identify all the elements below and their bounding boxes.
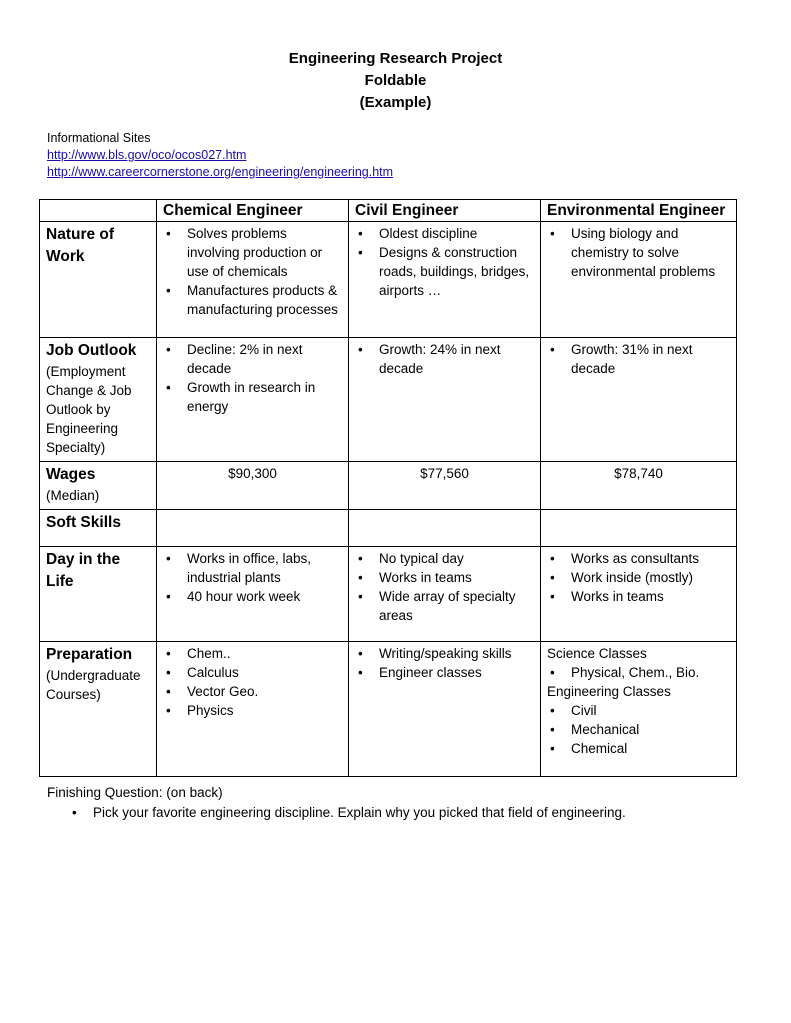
site-link-bls[interactable]: http://www.bls.gov/oco/ocos027.htm <box>47 148 247 162</box>
cell-environmental: $78,740 <box>541 462 737 510</box>
cell-environmental <box>541 222 737 338</box>
cell-civil <box>349 547 541 642</box>
list-item: • Physics <box>187 701 342 720</box>
informational-sites <box>47 130 393 181</box>
table-header-row <box>40 200 737 222</box>
list-item: • Chem.. <box>187 644 342 663</box>
table-row-soft-skills <box>40 510 737 547</box>
row-head: Nature of Work <box>46 226 115 265</box>
list-item: • Oldest discipline <box>379 224 534 243</box>
cell-chemical <box>157 338 349 462</box>
header-civil: Civil Engineer <box>349 200 541 222</box>
cell-chemical <box>157 222 349 338</box>
list-item: • Manufactures products & manufacturing processes <box>187 281 342 319</box>
list-item: • Works in teams <box>571 587 730 606</box>
table-row-preparation <box>40 642 737 777</box>
list-item: • Pick your favorite engineering discipline. Explain why you picked that field of engineering. <box>93 803 626 823</box>
cell-environmental <box>541 338 737 462</box>
site-link-careercornerstone[interactable]: http://www.careercornerstone.org/engineering/engineering.htm <box>47 165 394 179</box>
cell-environmental <box>541 547 737 642</box>
science-classes-label: Science Classes <box>547 646 647 661</box>
table-row-day-in-the-life <box>40 547 737 642</box>
list-item: • Designs & construction roads, buildings, bridges, airports … <box>379 243 534 300</box>
row-label <box>40 222 157 338</box>
title-line-2: Foldable <box>364 72 427 89</box>
comparison-table <box>39 199 737 777</box>
cell-chemical: $90,300 <box>157 462 349 510</box>
finishing-label: Finishing Question: (on back) <box>47 785 223 800</box>
row-head: Wages <box>46 466 96 483</box>
row-sub: (Employment Change & Job Outlook by Engineering Specialty) <box>46 364 132 455</box>
row-label <box>40 462 157 510</box>
engineering-classes-label: Engineering Classes <box>547 684 671 699</box>
row-label <box>40 547 157 642</box>
table-row-job-outlook <box>40 338 737 462</box>
list-item: • Chemical <box>571 739 730 758</box>
row-head: Day in the Life <box>46 551 121 590</box>
table-row-nature-of-work <box>40 222 737 338</box>
list-item: • Mechanical <box>571 720 730 739</box>
cell-chemical <box>157 547 349 642</box>
list-item: • 40 hour work week <box>187 587 342 606</box>
cell-civil <box>349 222 541 338</box>
row-head: Soft Skills <box>46 514 121 531</box>
sites-label: Informational Sites <box>47 131 151 145</box>
row-label <box>40 338 157 462</box>
row-label <box>40 642 157 777</box>
list-item: • Works as consultants <box>571 549 730 568</box>
row-label <box>40 510 157 547</box>
row-head: Preparation <box>46 646 133 663</box>
list-item: • Writing/speaking skills <box>379 644 534 663</box>
list-item: • Wide array of specialty areas <box>379 587 534 625</box>
document-title <box>0 48 791 114</box>
list-item: • Growth: 31% in next decade <box>571 340 730 378</box>
list-item: • Physical, Chem., Bio. <box>571 663 730 682</box>
cell-civil: $77,560 <box>349 462 541 510</box>
cell-environmental <box>541 642 737 777</box>
cell-civil <box>349 338 541 462</box>
list-item: • Civil <box>571 701 730 720</box>
header-chemical: Chemical Engineer <box>157 200 349 222</box>
list-item: • Using biology and chemistry to solve environmental problems <box>571 224 730 281</box>
row-head: Job Outlook <box>46 342 137 359</box>
title-line-3: (Example) <box>359 94 432 111</box>
list-item: • Work inside (mostly) <box>571 568 730 587</box>
cell-chemical <box>157 510 349 547</box>
list-item: • Growth in research in energy <box>187 378 342 416</box>
cell-civil <box>349 510 541 547</box>
list-item: • Works in teams <box>379 568 534 587</box>
list-item: • Calculus <box>187 663 342 682</box>
finishing-question <box>47 783 626 823</box>
list-item: • No typical day <box>379 549 534 568</box>
header-environmental: Environmental Engineer <box>541 200 737 222</box>
cell-environmental <box>541 510 737 547</box>
header-empty <box>40 200 157 222</box>
row-sub: (Undergraduate Courses) <box>46 668 141 702</box>
cell-chemical <box>157 642 349 777</box>
cell-civil <box>349 642 541 777</box>
list-item: • Engineer classes <box>379 663 534 682</box>
list-item: • Vector Geo. <box>187 682 342 701</box>
list-item: • Solves problems involving production or use of chemicals <box>187 224 342 281</box>
list-item: • Works in office, labs, industrial plants <box>187 549 342 587</box>
list-item: • Decline: 2% in next decade <box>187 340 342 378</box>
title-line-1: Engineering Research Project <box>288 50 503 67</box>
row-sub: (Median) <box>46 488 100 503</box>
table-row-wages <box>40 462 737 510</box>
list-item: • Growth: 24% in next decade <box>379 340 534 378</box>
